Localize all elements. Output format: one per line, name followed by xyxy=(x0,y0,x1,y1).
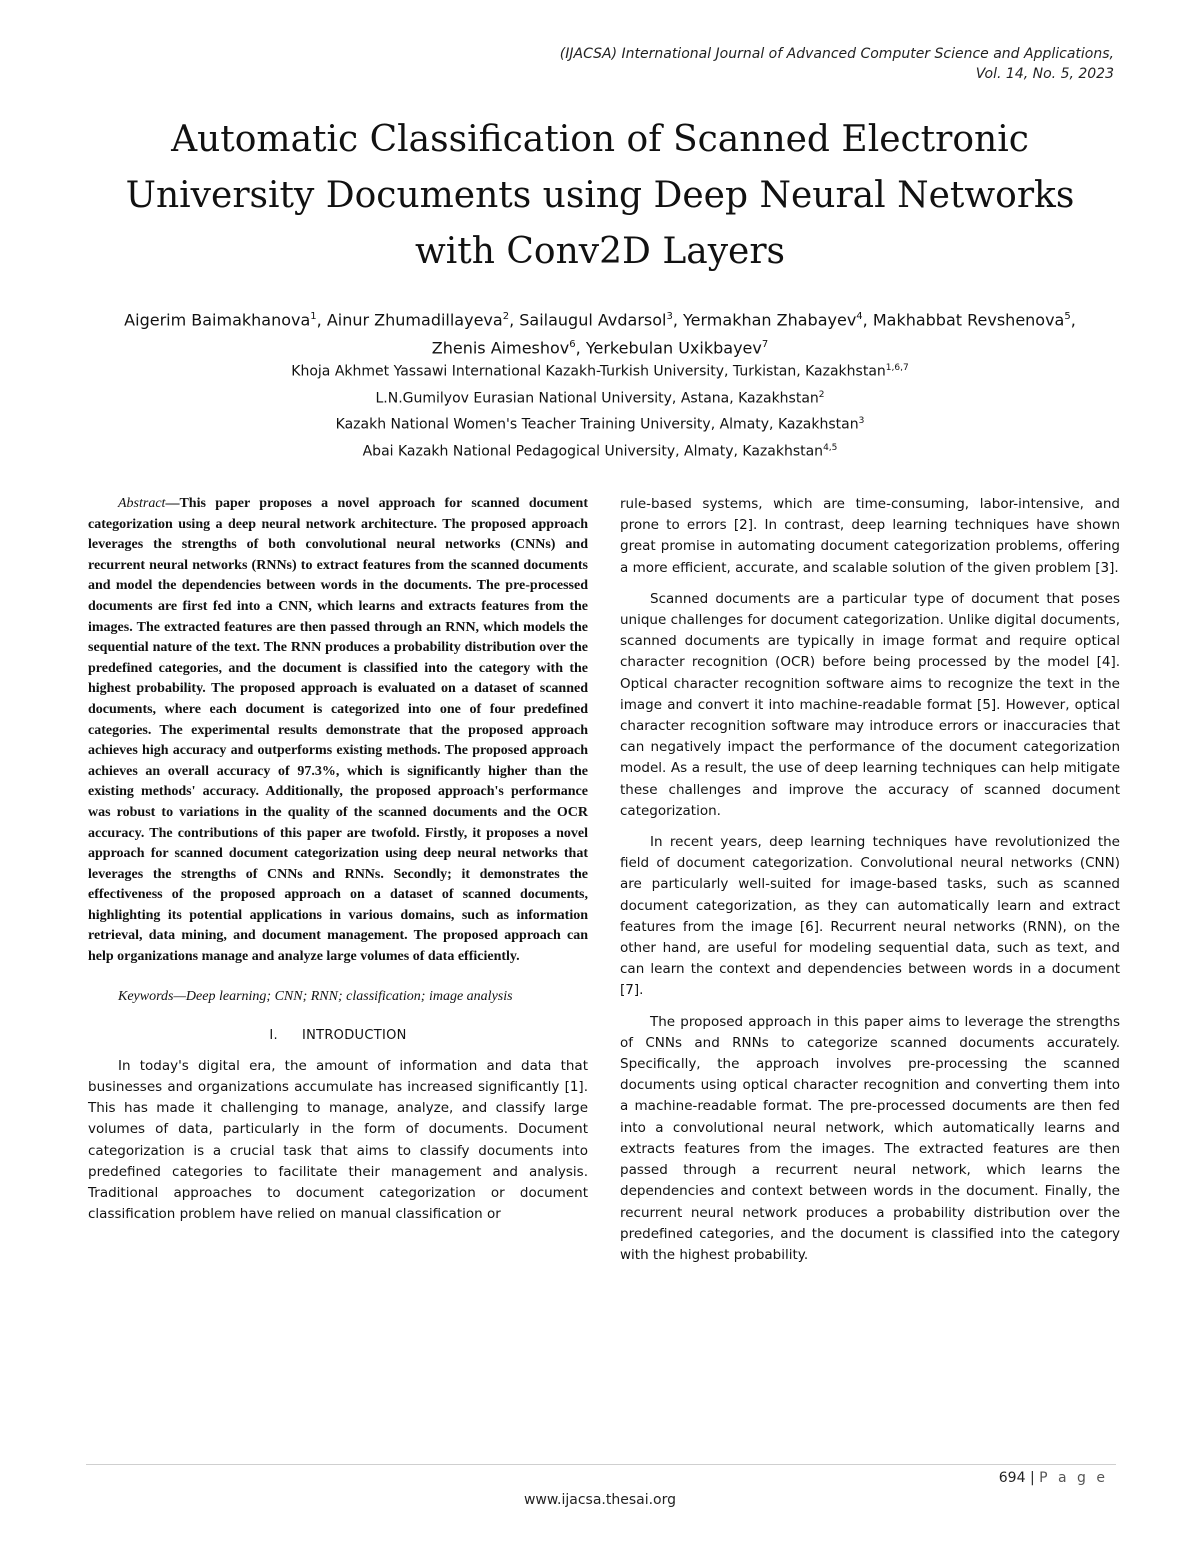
body-paragraph: The proposed approach in this paper aims to leverage the strengths of CNNs and RNNs to categorize scanned documents accurately. Specifically, the approach involves pre-processing the scanned documents using optical character recognition and converting them into a machine-readable format. The pre-processed documents are then fed into a convolutional neural network, which automatically learns and extracts features from the images. The extracted features are then passed through a recurrent neural network, which learns the dependencies and context between words in the document. Finally, the recurrent neural network produces a probability distribution over the predefined categories, and the document is classified into the category with the highest probability. xyxy=(620,1013,1120,1263)
affiliation-line xyxy=(100,410,1100,437)
title-line2: University Documents using Deep Neural Networks xyxy=(125,175,1075,216)
abstract-dash: — xyxy=(165,496,180,511)
author-name: Aigerim Baimakhanova xyxy=(124,310,311,330)
affiliation-text: Kazakh National Women's Teacher Training University, Almaty, Kazakhstan xyxy=(335,416,859,433)
affiliation-sup: 4,5 xyxy=(823,442,838,453)
left-column xyxy=(88,494,588,1235)
author-affil-sup: 2 xyxy=(502,311,510,322)
journal-header-line2: Vol. 14, No. 5, 2023 xyxy=(975,66,1114,82)
affiliation-sup: 2 xyxy=(818,389,825,400)
body-paragraph: In today's digital era, the amount of information and data that businesses and organizations accumulate has increased significantly [1]. This has made it challenging to manage, analyze, and classify large volumes of data, particularly in the form of documents. Document categorization is a crucial task that aims to classify documents into predefined categories to facilitate their management and analysis. Traditional approaches to document categorization or document classification problem have relied on manual classification or xyxy=(88,1057,588,1223)
page-number xyxy=(999,1470,1108,1486)
author-sep: , xyxy=(316,310,327,330)
author-sep: , xyxy=(509,310,520,330)
affiliation-sup: 3 xyxy=(858,416,865,427)
author-affil-sup: 1 xyxy=(310,311,317,322)
affiliation-text: L.N.Gumilyov Eurasian National University, Astana, Kazakhstan xyxy=(375,390,819,407)
author-affil-sup: 7 xyxy=(761,339,769,351)
abstract xyxy=(88,494,588,968)
affiliation-text: Khoja Akhmet Yassawi International Kazakh-Turkish University, Turkistan, Kazakhstan xyxy=(291,363,886,380)
affiliation-list xyxy=(100,357,1100,464)
body-paragraph: In recent years, deep learning techniques have revolutionized the field of document categorization. Convolutional neural networks (CNN) are particularly well-suited for image-based tasks, such as scanned document categorization, as they can automatically learn and extract features from the image [6]. Recurrent neural networks (RNN), on the other hand, are useful for modeling sequential data, such as text, and can learn the context and dependencies between words in a document [7]. xyxy=(620,834,1120,999)
page-number-value: 694 xyxy=(998,1470,1026,1486)
author-affil-sup: 3 xyxy=(666,311,673,322)
footer-divider xyxy=(86,1464,1116,1465)
affiliation-text: Abai Kazakh National Pedagogical University, Almaty, Kazakhstan xyxy=(362,443,824,460)
author-list xyxy=(100,304,1100,361)
author-sep: , xyxy=(862,310,873,330)
abstract-label: Abstract xyxy=(118,496,166,511)
author-name: Sailaugul Avdarsol xyxy=(519,310,667,330)
author-name: Yermakhan Zhabayev xyxy=(683,310,857,330)
paper-title xyxy=(80,112,1120,280)
section-heading-introduction xyxy=(88,1025,588,1046)
author-affil-sup: 5 xyxy=(1064,311,1071,322)
journal-header-line1: (IJACSA) International Journal of Advanced Computer Science and Applications, xyxy=(559,46,1114,62)
body-paragraph: rule-based systems, which are time-consuming, labor-intensive, and prone to errors [2]. In contrast, deep learning techniques have shown great promise in automating document categorization problems, offering a more efficient, accurate, and scalable solution of the given problem [3]. xyxy=(620,496,1120,576)
title-line3: with Conv2D Layers xyxy=(414,231,786,272)
author-sep: , xyxy=(575,338,586,358)
section-title: INTRODUCTION xyxy=(301,1027,407,1043)
section-number: I. xyxy=(269,1027,278,1043)
author-name: Makhabbat Revshenova xyxy=(872,310,1065,330)
page-number-separator: | xyxy=(1029,1470,1035,1486)
title-line1: Automatic Classification of Scanned Electronic xyxy=(171,119,1029,160)
page-label: P a g e xyxy=(1039,1470,1108,1486)
author-name: Ainur Zhumadillayeva xyxy=(326,310,503,330)
abstract-text: This paper proposes a novel approach for scanned document categorization using a deep neural network architecture. The proposed approach leverages the strengths of both convolutional neural networks (CNNs) and recurrent neural networks (RNNs) to extract features from the scanned documents and model the dependencies between words in the documents. The pre-processed documents are first fed into a CNN, which learns and extracts features from the images. The extracted features are then passed through an RNN, which models the sequential nature of the text. The RNN produces a probability distribution over the predefined categories, and the document is classified into the category with the highest probability. The proposed approach is evaluated on a dataset of scanned documents, where each document is categorized into one of four predefined categories. The experimental results demonstrate that the proposed approach achieves high accuracy and outperforms existing methods. The proposed approach achieves an overall accuracy of 97.3%, which is significantly higher than the existing methods' accuracy. Additionally, the proposed approach's performance was robust to variations in the quality of the scanned documents and the OCR accuracy. The contributions of this paper are twofold. Firstly, it proposes a novel approach for scanned document categorization using deep neural networks that leverages the strengths of CNNs and RNNs. Secondly; it demonstrates the effectiveness of the proposed approach on a dataset of scanned documents, highlighting its potential applications in various domains, such as information retrieval, data mining, and document management. The proposed approach can help organizations manage and analyze large volumes of data efficiently. xyxy=(88,496,588,965)
author-affil-sup: 6 xyxy=(569,339,576,351)
author-name: Zhenis Aimeshov xyxy=(431,338,570,358)
author-name: Yerkebulan Uxikbayev xyxy=(585,338,762,358)
affiliation-line xyxy=(100,437,1100,464)
affiliation-line xyxy=(100,357,1100,384)
author-sep: , xyxy=(672,310,684,330)
affiliation-line xyxy=(100,384,1100,411)
body-paragraph: Scanned documents are a particular type of document that poses unique challenges for document categorization. Unlike digital documents, scanned documents are typically in image format and require optical character recognition (OCR) before being processed by the model [4]. Optical character recognition software aims to recognize the text in the image and convert it into machine-readable format [5]. However, optical character recognition software may introduce errors or inaccuracies that can negatively impact the performance of the document categorization model. As a result, the use of deep learning techniques can help mitigate these challenges and improve the accuracy of scanned document categorization. xyxy=(620,590,1120,819)
journal-website: www.ijacsa.thesai.org xyxy=(523,1492,677,1508)
affiliation-sup: 1,6,7 xyxy=(885,363,909,373)
right-column xyxy=(620,494,1120,1276)
author-affil-sup: 4 xyxy=(856,311,863,322)
author-sep: , xyxy=(1070,310,1076,330)
journal-header xyxy=(560,44,1114,84)
keywords: Keywords—Deep learning; CNN; RNN; classification; image analysis xyxy=(118,988,513,1004)
